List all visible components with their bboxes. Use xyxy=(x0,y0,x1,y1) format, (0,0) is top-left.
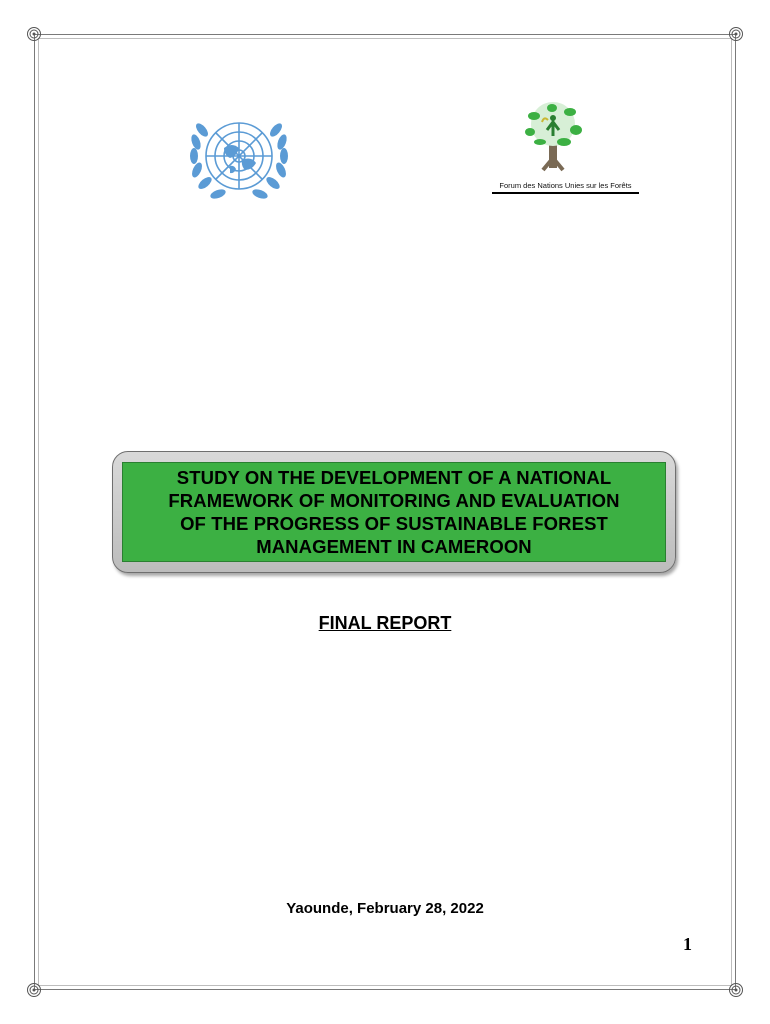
title-line: FRAMEWORK OF MONITORING AND EVALUATION xyxy=(168,490,620,511)
page-number: 1 xyxy=(683,934,692,954)
corner-ornament-icon xyxy=(26,26,42,42)
corner-ornament-icon xyxy=(26,982,42,998)
corner-ornament-icon xyxy=(728,26,744,42)
title-box xyxy=(122,462,666,562)
title-line: STUDY ON THE DEVELOPMENT OF A NATIONAL xyxy=(176,467,612,488)
unff-tree-icon xyxy=(512,100,596,176)
unff-caption: Forum des Nations Unies sur les Forêts xyxy=(499,181,632,190)
title-line: MANAGEMENT IN CAMEROON xyxy=(256,536,532,557)
un-emblem-icon xyxy=(172,108,306,206)
document-title xyxy=(168,466,619,558)
place-date: Yaounde, February 28, 2022 xyxy=(286,900,484,917)
title-line: OF THE PROGRESS OF SUSTAINABLE FOREST xyxy=(180,513,608,534)
caption-underline xyxy=(492,192,639,194)
corner-ornament-icon xyxy=(728,982,744,998)
report-label: FINAL REPORT xyxy=(318,613,452,633)
